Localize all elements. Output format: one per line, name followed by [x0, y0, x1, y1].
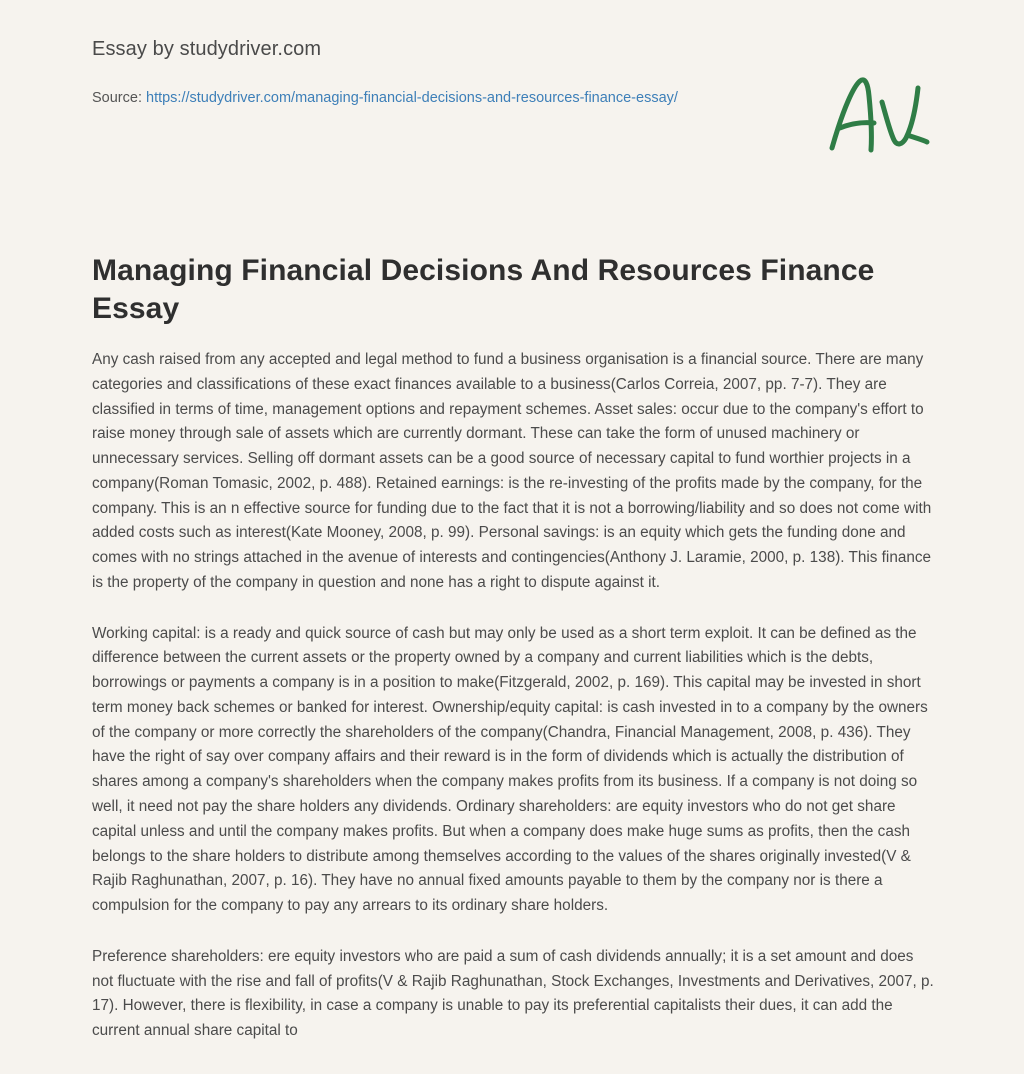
source-label: Source: [92, 90, 146, 106]
paragraph: Preference shareholders: ere equity investors who are paid a sum of cash dividends annually; it is a set amount and does not fluctuate with the rise and fall of profits(V & Rajib Raghunathan, Stock Exchanges, Investments and Derivatives, 2007, p. 17). However, there is flexibility, in case a company is unable to pay its preferential capitalists their dues, it can add the current annual share capital to [92, 947, 934, 1040]
source-url-link[interactable]: https://studydriver.com/managing-financial-decisions-and-resources-finance-essay/ [146, 90, 678, 106]
source-line [92, 87, 732, 109]
studydriver-logo [824, 72, 932, 158]
paragraph: Any cash raised from any accepted and legal method to fund a business organisation is a financial source. There are many categories and classifications of these exact finances available to a business(Carlos Correia, 2007, pp. 7-7). They are classified in terms of time, management options and repayment schemes. Asset sales: occur due to the company's effort to raise money through sale of assets which are currently dormant. These can take the form of unused machinery or unnecessary services. Selling off dormant assets can be a good source of necessary capital to fund worthier projects in a company(Roman Tomasic, 2002, p. 488). Retained earnings: is the re-investing of the profits made by the company, for the company. This is an n effective source for funding due to the fact that it is not a borrowing/liability and so does not come with added costs such as interest(Kate Mooney, 2008, p. 99). Personal savings: is an equity which gets the funding done and comes with no strings attached in the avenue of interests and contingencies(Anthony J. Laramie, 2000, p. 138). This finance is the property of the company in question and none has a right to dispute against it. [92, 351, 932, 591]
paragraph: Working capital: is a ready and quick source of cash but may only be used as a short term exploit. It can be defined as the difference between the current assets or the property owned by a company and current liabilities which is the debts, borrowings or payments a company is in a position to make(Fitzgerald, 2002, p. 169). This capital may be invested in short term money back schemes or banked for interest. Ownership/equity capital: is cash invested in to a company by the owners of the company or more correctly the shareholders of the company(Chandra, Financial Management, 2008, p. 436). They have the right of say over company affairs and their reward is in the form of dividends which is actually the distribution of shares among a company's shareholders when the company makes profits from its business. If a company is not doing so well, it need not pay the share holders any dividends. Ordinary shareholders: are equity investors who do not get share capital unless and until the company makes profits. But when a company does make huge sums as profits, then the cash belongs to the share holders to distribute among themselves according to the values of the shares originally invested(V & Rajib Raghunathan, 2007, p. 16). They have no annual fixed amounts payable to them by the company nor is there a compulsion for the company to pay any arrears to its ordinary share holders. [92, 624, 928, 915]
site-brand: Essay by studydriver.com [92, 38, 322, 60]
document-body [92, 348, 937, 1070]
page-title: Managing Financial Decisions And Resources Finance Essay [92, 254, 875, 325]
